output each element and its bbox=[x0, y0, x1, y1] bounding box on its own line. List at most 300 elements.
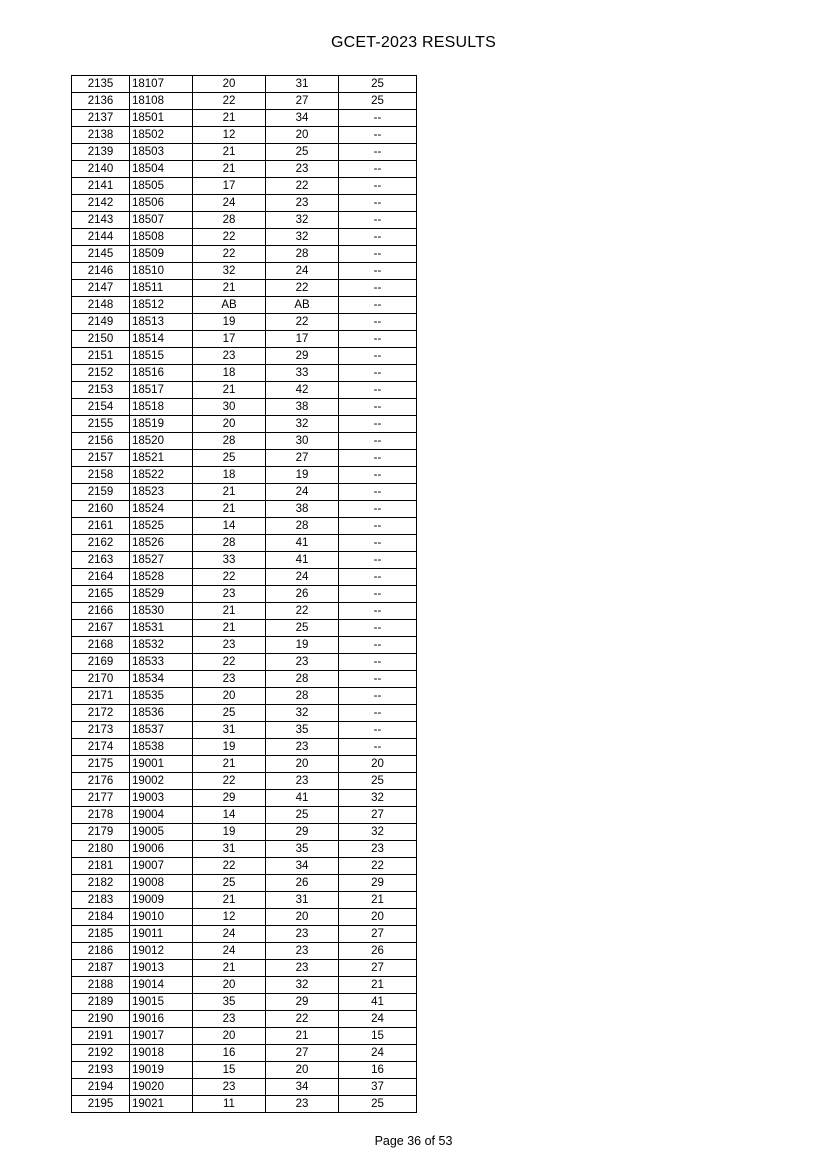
serial-number-cell: 2137 bbox=[72, 110, 130, 127]
table-row bbox=[72, 671, 417, 688]
score-cell-1: 21 bbox=[193, 501, 266, 518]
score-cell-3: 32 bbox=[339, 824, 417, 841]
table-row bbox=[72, 773, 417, 790]
score-cell-2: 32 bbox=[266, 705, 339, 722]
roll-number-cell: 19014 bbox=[130, 977, 193, 994]
serial-number-cell: 2171 bbox=[72, 688, 130, 705]
serial-number-cell: 2157 bbox=[72, 450, 130, 467]
score-cell-2: 17 bbox=[266, 331, 339, 348]
serial-number-cell: 2149 bbox=[72, 314, 130, 331]
score-cell-2: 23 bbox=[266, 654, 339, 671]
roll-number-cell: 18526 bbox=[130, 535, 193, 552]
roll-number-cell: 18531 bbox=[130, 620, 193, 637]
table-row bbox=[72, 552, 417, 569]
score-cell-2: 23 bbox=[266, 739, 339, 756]
score-cell-1: 21 bbox=[193, 960, 266, 977]
roll-number-cell: 19005 bbox=[130, 824, 193, 841]
score-cell-3: 15 bbox=[339, 1028, 417, 1045]
score-cell-1: 23 bbox=[193, 637, 266, 654]
score-cell-2: 28 bbox=[266, 671, 339, 688]
roll-number-cell: 18530 bbox=[130, 603, 193, 620]
serial-number-cell: 2175 bbox=[72, 756, 130, 773]
score-cell-1: 14 bbox=[193, 807, 266, 824]
serial-number-cell: 2163 bbox=[72, 552, 130, 569]
table-row bbox=[72, 977, 417, 994]
score-cell-3: -- bbox=[339, 569, 417, 586]
score-cell-3: 27 bbox=[339, 926, 417, 943]
roll-number-cell: 18520 bbox=[130, 433, 193, 450]
table-row bbox=[72, 824, 417, 841]
serial-number-cell: 2147 bbox=[72, 280, 130, 297]
roll-number-cell: 18507 bbox=[130, 212, 193, 229]
roll-number-cell: 19018 bbox=[130, 1045, 193, 1062]
score-cell-2: 25 bbox=[266, 807, 339, 824]
table-row bbox=[72, 892, 417, 909]
score-cell-2: 31 bbox=[266, 892, 339, 909]
serial-number-cell: 2181 bbox=[72, 858, 130, 875]
roll-number-cell: 18521 bbox=[130, 450, 193, 467]
table-row bbox=[72, 926, 417, 943]
serial-number-cell: 2159 bbox=[72, 484, 130, 501]
score-cell-1: 29 bbox=[193, 790, 266, 807]
score-cell-3: 25 bbox=[371, 1098, 384, 1110]
score-cell-2: 27 bbox=[266, 1045, 339, 1062]
serial-number-cell: 2191 bbox=[72, 1028, 130, 1045]
serial-number-cell: 2185 bbox=[72, 926, 130, 943]
table-row bbox=[72, 535, 417, 552]
roll-number-cell: 18514 bbox=[130, 331, 193, 348]
score-cell-1: 24 bbox=[193, 943, 266, 960]
score-cell-2: 32 bbox=[266, 212, 339, 229]
score-cell-1: 11 bbox=[193, 1096, 266, 1113]
table-row bbox=[72, 365, 417, 382]
table-row bbox=[72, 382, 417, 399]
table-row bbox=[72, 331, 417, 348]
score-cell-2: 34 bbox=[266, 858, 339, 875]
score-cell-3: 27 bbox=[339, 960, 417, 977]
score-cell-3: 21 bbox=[339, 892, 417, 909]
serial-number-cell: 2167 bbox=[72, 620, 130, 637]
table-row bbox=[72, 314, 417, 331]
score-cell-1: 12 bbox=[193, 909, 266, 926]
table-row bbox=[72, 1011, 417, 1028]
serial-number-cell: 2162 bbox=[72, 535, 130, 552]
roll-number-cell: 18525 bbox=[130, 518, 193, 535]
score-cell-3: 23 bbox=[339, 841, 417, 858]
serial-number-cell: 2184 bbox=[72, 909, 130, 926]
table-row bbox=[72, 178, 417, 195]
roll-number-cell: 18509 bbox=[130, 246, 193, 263]
score-cell-2: 20 bbox=[266, 909, 339, 926]
score-cell-3: 24 bbox=[339, 1011, 417, 1028]
table-row bbox=[72, 246, 417, 263]
score-cell-1: 19 bbox=[193, 824, 266, 841]
score-cell-3: -- bbox=[339, 671, 417, 688]
score-cell-2: 25 bbox=[266, 620, 339, 637]
score-cell-3: -- bbox=[339, 314, 417, 331]
page-title: GCET-2023 RESULTS bbox=[331, 34, 496, 51]
score-cell-1: 35 bbox=[193, 994, 266, 1011]
score-cell-3: 27 bbox=[339, 807, 417, 824]
table-row bbox=[72, 569, 417, 586]
score-cell-3: -- bbox=[339, 263, 417, 280]
roll-number-cell: 18534 bbox=[130, 671, 193, 688]
table-row bbox=[72, 416, 417, 433]
score-cell-1: 23 bbox=[193, 1079, 266, 1096]
score-cell-3: -- bbox=[339, 722, 417, 739]
score-cell-1: 21 bbox=[193, 603, 266, 620]
score-cell-2: 30 bbox=[266, 433, 339, 450]
score-cell-3: -- bbox=[339, 382, 417, 399]
score-cell-2: 22 bbox=[266, 1011, 339, 1028]
score-cell-1: 25 bbox=[193, 875, 266, 892]
serial-number-cell: 2179 bbox=[72, 824, 130, 841]
table-row bbox=[72, 399, 417, 416]
score-cell-1: 14 bbox=[193, 518, 266, 535]
score-cell-3: -- bbox=[339, 688, 417, 705]
score-cell-2: 22 bbox=[266, 603, 339, 620]
score-cell-2: 23 bbox=[266, 773, 339, 790]
score-cell-1: 20 bbox=[193, 688, 266, 705]
score-cell-1: 24 bbox=[193, 926, 266, 943]
score-cell-1: 31 bbox=[193, 722, 266, 739]
score-cell-1: 19 bbox=[193, 314, 266, 331]
score-cell-3: -- bbox=[339, 246, 417, 263]
score-cell-2: 28 bbox=[266, 688, 339, 705]
roll-number-cell: 18528 bbox=[130, 569, 193, 586]
score-cell-2: 24 bbox=[266, 569, 339, 586]
score-cell-2: 24 bbox=[266, 263, 339, 280]
table-row bbox=[72, 161, 417, 178]
table-row bbox=[72, 93, 417, 110]
table-row bbox=[72, 195, 417, 212]
table-row bbox=[72, 467, 417, 484]
serial-number-cell: 2169 bbox=[72, 654, 130, 671]
roll-number-cell: 18517 bbox=[130, 382, 193, 399]
serial-number-cell: 2188 bbox=[72, 977, 130, 994]
roll-number-cell: 18537 bbox=[130, 722, 193, 739]
table-row bbox=[72, 263, 417, 280]
serial-number-cell: 2165 bbox=[72, 586, 130, 603]
score-cell-3: -- bbox=[339, 127, 417, 144]
table-row bbox=[72, 960, 417, 977]
roll-number-cell: 18107 bbox=[130, 76, 193, 93]
score-cell-3: -- bbox=[339, 110, 417, 127]
score-cell-3: 32 bbox=[339, 790, 417, 807]
table-row bbox=[72, 1062, 417, 1079]
score-cell-2: 25 bbox=[266, 144, 339, 161]
score-cell-1: 21 bbox=[193, 280, 266, 297]
score-cell-3: -- bbox=[339, 518, 417, 535]
serial-number-cell: 2150 bbox=[72, 331, 130, 348]
serial-number-cell: 2176 bbox=[72, 773, 130, 790]
serial-number-cell: 2139 bbox=[72, 144, 130, 161]
roll-number-cell: 19019 bbox=[130, 1062, 193, 1079]
score-cell-1: 33 bbox=[193, 552, 266, 569]
score-cell-3: 25 bbox=[339, 76, 417, 93]
score-cell-2: 32 bbox=[266, 416, 339, 433]
serial-number-cell: 2151 bbox=[72, 348, 130, 365]
table-row bbox=[72, 739, 417, 756]
table-row bbox=[72, 76, 417, 93]
serial-number-cell: 2164 bbox=[72, 569, 130, 586]
serial-number-cell: 2172 bbox=[72, 705, 130, 722]
score-cell-2: 29 bbox=[266, 824, 339, 841]
serial-number-cell: 2195 bbox=[72, 1096, 130, 1113]
table-row bbox=[72, 807, 417, 824]
roll-number-cell: 19017 bbox=[130, 1028, 193, 1045]
serial-number-cell: 2183 bbox=[72, 892, 130, 909]
roll-number-cell: 19011 bbox=[130, 926, 193, 943]
score-cell-2: 21 bbox=[266, 1028, 339, 1045]
roll-number-cell: 19003 bbox=[130, 790, 193, 807]
score-cell-2: 34 bbox=[266, 110, 339, 127]
page-number: Page 36 of 53 bbox=[374, 1134, 453, 1148]
score-cell-2: 29 bbox=[266, 994, 339, 1011]
serial-number-cell: 2155 bbox=[72, 416, 130, 433]
score-cell-2: 23 bbox=[266, 1096, 339, 1113]
serial-number-cell: 2182 bbox=[72, 875, 130, 892]
roll-number-cell: 18516 bbox=[130, 365, 193, 382]
score-cell-3: -- bbox=[339, 586, 417, 603]
roll-number-cell: 18519 bbox=[130, 416, 193, 433]
roll-number-cell: 18515 bbox=[130, 348, 193, 365]
table-row bbox=[72, 1045, 417, 1062]
serial-number-cell: 2144 bbox=[72, 229, 130, 246]
score-cell-1: 32 bbox=[193, 263, 266, 280]
roll-number-cell: 18506 bbox=[130, 195, 193, 212]
score-cell-3: -- bbox=[339, 144, 417, 161]
serial-number-cell: 2140 bbox=[72, 161, 130, 178]
table-row bbox=[72, 212, 417, 229]
table-row bbox=[72, 127, 417, 144]
score-cell-3: -- bbox=[339, 603, 417, 620]
table-row bbox=[72, 484, 417, 501]
serial-number-cell: 2161 bbox=[72, 518, 130, 535]
table-row bbox=[72, 280, 417, 297]
table-row bbox=[72, 756, 417, 773]
score-cell-3: -- bbox=[339, 297, 417, 314]
table-row bbox=[72, 637, 417, 654]
roll-number-cell: 19007 bbox=[130, 858, 193, 875]
score-cell-3: 41 bbox=[339, 994, 417, 1011]
serial-number-cell: 2153 bbox=[72, 382, 130, 399]
score-cell-1: 22 bbox=[193, 246, 266, 263]
score-cell-3: 29 bbox=[339, 875, 417, 892]
score-cell-1: 23 bbox=[193, 671, 266, 688]
score-cell-1: 30 bbox=[193, 399, 266, 416]
roll-number-cell: 18501 bbox=[130, 110, 193, 127]
table-row bbox=[72, 450, 417, 467]
score-cell-2: 32 bbox=[266, 229, 339, 246]
roll-number-cell: 18533 bbox=[130, 654, 193, 671]
score-cell-1: 18 bbox=[193, 365, 266, 382]
serial-number-cell: 2136 bbox=[72, 93, 130, 110]
score-cell-3: -- bbox=[339, 365, 417, 382]
score-cell-3: 25 bbox=[339, 773, 417, 790]
serial-number-cell: 2135 bbox=[72, 76, 130, 93]
roll-number-cell: 18511 bbox=[130, 280, 193, 297]
score-cell-1: 21 bbox=[193, 620, 266, 637]
score-cell-1: AB bbox=[193, 297, 266, 314]
score-cell-1: 20 bbox=[193, 977, 266, 994]
score-cell-2: 35 bbox=[266, 722, 339, 739]
serial-number-cell: 2190 bbox=[72, 1011, 130, 1028]
serial-number-cell: 2138 bbox=[72, 127, 130, 144]
roll-number-cell: 19006 bbox=[130, 841, 193, 858]
score-cell-2: 19 bbox=[266, 467, 339, 484]
score-cell-1: 28 bbox=[193, 212, 266, 229]
score-cell-3: -- bbox=[339, 195, 417, 212]
score-cell-1: 21 bbox=[193, 484, 266, 501]
roll-number-cell: 19015 bbox=[130, 994, 193, 1011]
results-table-body bbox=[72, 76, 417, 1113]
score-cell-2: AB bbox=[266, 297, 339, 314]
score-cell-2: 23 bbox=[266, 960, 339, 977]
serial-number-cell: 2186 bbox=[72, 943, 130, 960]
roll-number-cell: 18512 bbox=[130, 297, 193, 314]
score-cell-2: 24 bbox=[266, 484, 339, 501]
table-row bbox=[72, 518, 417, 535]
table-row bbox=[72, 722, 417, 739]
serial-number-cell: 2166 bbox=[72, 603, 130, 620]
table-row bbox=[72, 1096, 417, 1113]
score-cell-1: 23 bbox=[193, 1011, 266, 1028]
results-table bbox=[71, 75, 417, 1113]
score-cell-3: -- bbox=[339, 654, 417, 671]
score-cell-2: 29 bbox=[266, 348, 339, 365]
table-row bbox=[72, 229, 417, 246]
score-cell-3: -- bbox=[339, 501, 417, 518]
score-cell-1: 25 bbox=[193, 705, 266, 722]
score-cell-3: -- bbox=[339, 229, 417, 246]
score-cell-3: 22 bbox=[339, 858, 417, 875]
score-cell-3: -- bbox=[339, 416, 417, 433]
roll-number-cell: 19010 bbox=[130, 909, 193, 926]
score-cell-3: 24 bbox=[339, 1045, 417, 1062]
roll-number-cell: 18532 bbox=[130, 637, 193, 654]
table-row bbox=[72, 654, 417, 671]
score-cell-3: -- bbox=[339, 331, 417, 348]
roll-number-cell: 19012 bbox=[130, 943, 193, 960]
score-cell-1: 15 bbox=[193, 1062, 266, 1079]
score-cell-2: 41 bbox=[266, 552, 339, 569]
serial-number-cell: 2193 bbox=[72, 1062, 130, 1079]
serial-number-cell: 2173 bbox=[72, 722, 130, 739]
table-row bbox=[72, 858, 417, 875]
roll-number-cell: 18523 bbox=[130, 484, 193, 501]
score-cell-1: 23 bbox=[193, 348, 266, 365]
score-cell-2: 35 bbox=[266, 841, 339, 858]
table-row bbox=[72, 297, 417, 314]
roll-number-cell: 18502 bbox=[130, 127, 193, 144]
score-cell-2: 26 bbox=[266, 586, 339, 603]
serial-number-cell: 2156 bbox=[72, 433, 130, 450]
serial-number-cell: 2145 bbox=[72, 246, 130, 263]
roll-number-cell: 18538 bbox=[130, 739, 193, 756]
score-cell-1: 31 bbox=[193, 841, 266, 858]
roll-number-cell: 19002 bbox=[130, 773, 193, 790]
score-cell-3: -- bbox=[339, 161, 417, 178]
score-cell-3: -- bbox=[339, 212, 417, 229]
score-cell-1: 22 bbox=[193, 654, 266, 671]
score-cell-3: 26 bbox=[339, 943, 417, 960]
score-cell-3: -- bbox=[339, 552, 417, 569]
score-cell-3: -- bbox=[339, 280, 417, 297]
score-cell-3: 37 bbox=[339, 1079, 417, 1096]
score-cell-2: 20 bbox=[266, 1062, 339, 1079]
score-cell-1: 28 bbox=[193, 433, 266, 450]
score-cell-2: 20 bbox=[266, 756, 339, 773]
score-cell-3: -- bbox=[339, 637, 417, 654]
score-cell-2: 22 bbox=[266, 314, 339, 331]
score-cell-1: 28 bbox=[193, 535, 266, 552]
score-cell-3: -- bbox=[339, 467, 417, 484]
table-row bbox=[72, 586, 417, 603]
score-cell-3: -- bbox=[339, 178, 417, 195]
serial-number-cell: 2177 bbox=[72, 790, 130, 807]
table-row bbox=[72, 144, 417, 161]
table-row bbox=[72, 688, 417, 705]
score-cell-3: -- bbox=[339, 705, 417, 722]
score-cell-1: 23 bbox=[193, 586, 266, 603]
roll-number-cell: 19001 bbox=[130, 756, 193, 773]
table-row bbox=[72, 705, 417, 722]
score-cell-2: 42 bbox=[266, 382, 339, 399]
score-cell-1: 22 bbox=[193, 229, 266, 246]
score-cell-1: 21 bbox=[193, 382, 266, 399]
score-cell-3: -- bbox=[339, 433, 417, 450]
table-row bbox=[72, 110, 417, 127]
score-cell-3: 16 bbox=[339, 1062, 417, 1079]
score-cell-2: 38 bbox=[266, 399, 339, 416]
serial-number-cell: 2187 bbox=[72, 960, 130, 977]
score-cell-3: -- bbox=[339, 739, 417, 756]
roll-number-cell: 18522 bbox=[130, 467, 193, 484]
score-cell-2: 19 bbox=[266, 637, 339, 654]
table-row bbox=[72, 1079, 417, 1096]
roll-number-cell: 19004 bbox=[130, 807, 193, 824]
score-cell-3: -- bbox=[339, 348, 417, 365]
score-cell-3: 25 bbox=[339, 93, 417, 110]
serial-number-cell: 2148 bbox=[72, 297, 130, 314]
score-cell-2: 31 bbox=[266, 76, 339, 93]
score-cell-2: 23 bbox=[266, 161, 339, 178]
roll-number-cell: 18527 bbox=[130, 552, 193, 569]
score-cell-2: 23 bbox=[266, 943, 339, 960]
score-cell-1: 12 bbox=[193, 127, 266, 144]
table-row bbox=[72, 994, 417, 1011]
score-cell-3: 20 bbox=[339, 909, 417, 926]
score-cell-2: 41 bbox=[266, 790, 339, 807]
table-row bbox=[72, 501, 417, 518]
roll-number-cell: 18529 bbox=[130, 586, 193, 603]
serial-number-cell: 2192 bbox=[72, 1045, 130, 1062]
table-row bbox=[72, 909, 417, 926]
score-cell-3: -- bbox=[339, 450, 417, 467]
roll-number-cell: 19009 bbox=[130, 892, 193, 909]
score-cell-1: 21 bbox=[193, 892, 266, 909]
roll-number-cell: 19016 bbox=[130, 1011, 193, 1028]
score-cell-2: 22 bbox=[266, 178, 339, 195]
serial-number-cell: 2194 bbox=[72, 1079, 130, 1096]
score-cell-1: 21 bbox=[193, 756, 266, 773]
score-cell-3: -- bbox=[339, 484, 417, 501]
score-cell-3: -- bbox=[339, 620, 417, 637]
score-cell-1: 24 bbox=[193, 195, 266, 212]
roll-number-cell: 18513 bbox=[130, 314, 193, 331]
roll-number-cell: 19021 bbox=[130, 1096, 193, 1113]
